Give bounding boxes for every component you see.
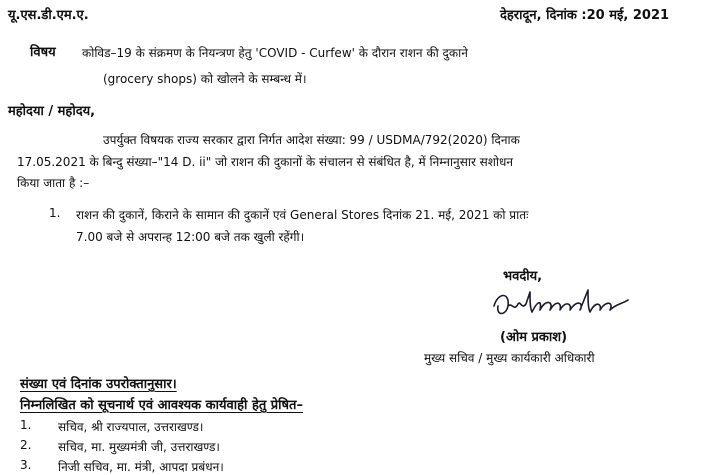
forward-item-number: 1. [20,418,32,432]
salutation: महोदया / महोदय, [8,104,96,119]
body-line-2: 17.05.2021 के बिन्दु संख्या–"14 D. ii" जो राशन की दुकानों के संचालन से संबंधित है, में निम्नानुसार सशोधन [17,155,514,169]
subject-label: विषय [30,45,56,60]
subject-line-2: (grocery shops) को खोलने के सम्बन्ध में। [103,72,307,86]
point-line-1: राशन की दुकानें, किराने के सामान की दुकानें एवं General Stores दिनांक 21. मई, 2021 को प्रातः [76,208,529,222]
signatory-designation: मुख्य सचिव / मुख्य कार्यकारी अधिकारी [424,351,595,365]
forward-item-text: सचिव, श्री राज्यपाल, उत्तराखण्ड। [58,420,204,434]
forward-item-text: सचिव, मा. मुख्यमंत्री जी, उत्तराखण्ड। [58,440,220,454]
office-name: यू.एस.डी.एम.ए. [8,8,89,23]
closing: भवदीय, [503,269,543,284]
forward-item-number: 3. [20,458,32,472]
place-date: देहरादून, दिनांक :20 मई, 2021 [500,8,670,23]
body-line-1: उपर्युक्त विषयक राज्य सरकार द्वारा निर्गत आदेश संख्या: 99 / USDMA/792(2020) दिनाक [103,133,520,147]
point-line-2: 7.00 बजे से अपरान्ह 12:00 बजे तक खुली रहेंगी। [76,230,305,244]
handwritten-signature [488,282,636,322]
forward-item-text: निजी सचिव, मा. मंत्री, आपदा प्रबंधन। [58,460,224,474]
subject-line-1: कोविड–19 के संक्रमण के नियन्त्रण हेतु 'COVID - Curfew' के दौरान राशन की दुकाने [82,46,468,60]
forwarding-heading: निम्नलिखित को सूचनार्थ एवं आवश्यक कार्यवाही हेतु प्रेषित– [20,398,303,413]
point-number: 1. [49,206,61,220]
forward-item-number: 2. [20,438,32,452]
forwarding-reference: संख्या एवं दिनांक उपरोक्तानुसार। [20,377,177,392]
signatory-name: (ओम प्रकाश) [500,330,568,345]
body-line-3: किया जाता है :– [17,176,90,190]
